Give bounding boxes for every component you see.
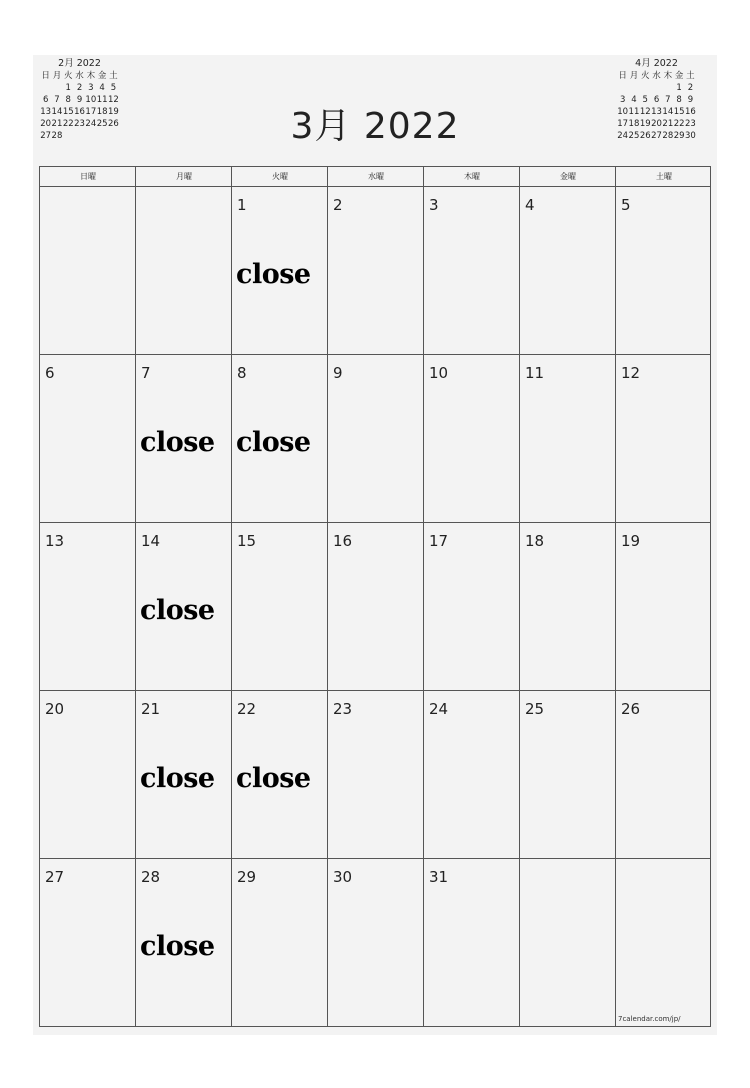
mini-weekday-row bbox=[40, 70, 119, 82]
mini-weekday: 月 bbox=[629, 71, 639, 81]
day-cell[interactable] bbox=[40, 859, 136, 1027]
day-number: 1 bbox=[237, 196, 247, 214]
mini-day: 10 bbox=[617, 107, 629, 117]
mini-next-title: 4月 2022 bbox=[635, 58, 678, 69]
mini-day: 21 bbox=[662, 119, 674, 129]
mini-day: 23 bbox=[74, 119, 85, 129]
mini-day: 26 bbox=[108, 119, 119, 129]
mini-day: 25 bbox=[628, 131, 640, 141]
mini-weekday: 月 bbox=[52, 71, 62, 81]
weekday-header: 木曜 bbox=[464, 172, 480, 181]
mini-day: 7 bbox=[665, 95, 671, 105]
mini-day: 5 bbox=[110, 83, 117, 93]
mini-weekday: 日 bbox=[41, 71, 50, 81]
mini-day bbox=[640, 82, 651, 94]
closed-note: close bbox=[236, 427, 311, 458]
mini-weekday: 木 bbox=[663, 71, 673, 81]
mini-week-row bbox=[617, 94, 696, 106]
mini-day: 5 bbox=[642, 95, 648, 105]
mini-next-table bbox=[617, 70, 696, 142]
day-number: 27 bbox=[45, 868, 65, 886]
day-cell[interactable] bbox=[520, 187, 616, 355]
day-number: 9 bbox=[333, 364, 343, 382]
day-cell[interactable] bbox=[40, 523, 136, 691]
month-title: 3月 2022 bbox=[290, 106, 460, 147]
mini-day: 15 bbox=[62, 107, 74, 117]
closed-note: close bbox=[140, 595, 215, 626]
day-cell[interactable] bbox=[424, 187, 520, 355]
day-number: 7 bbox=[141, 364, 151, 382]
mini-day: 7 bbox=[54, 95, 60, 105]
mini-day: 20 bbox=[651, 119, 662, 129]
day-cell[interactable] bbox=[136, 691, 232, 859]
mini-weekday: 火 bbox=[63, 71, 73, 81]
day-number: 20 bbox=[45, 700, 65, 718]
day-cell[interactable] bbox=[328, 859, 424, 1027]
day-cell[interactable] bbox=[232, 523, 328, 691]
day-number: 24 bbox=[429, 700, 449, 718]
day-cell[interactable] bbox=[424, 355, 520, 523]
mini-week-row bbox=[617, 106, 696, 118]
day-cell[interactable] bbox=[328, 523, 424, 691]
closed-note: close bbox=[236, 259, 311, 290]
day-number: 8 bbox=[237, 364, 247, 382]
day-cell[interactable] bbox=[232, 355, 328, 523]
mini-week-row bbox=[617, 118, 696, 130]
mini-day: 10 bbox=[85, 95, 97, 105]
day-cell[interactable] bbox=[136, 355, 232, 523]
day-cell[interactable] bbox=[328, 355, 424, 523]
day-cell[interactable] bbox=[40, 691, 136, 859]
mini-weekday: 土 bbox=[686, 71, 695, 81]
closed-note: close bbox=[140, 763, 215, 794]
day-number: 15 bbox=[237, 532, 257, 550]
day-number: 13 bbox=[45, 532, 65, 550]
day-number: 22 bbox=[237, 700, 257, 718]
mini-day: 17 bbox=[617, 119, 629, 129]
mini-weekday: 金 bbox=[97, 71, 107, 81]
mini-day: 6 bbox=[653, 95, 660, 105]
day-cell[interactable] bbox=[136, 523, 232, 691]
day-number: 16 bbox=[333, 532, 353, 550]
mini-day: 18 bbox=[96, 107, 108, 117]
mini-day bbox=[40, 82, 51, 94]
mini-day bbox=[617, 82, 628, 94]
mini-week-row bbox=[617, 82, 696, 94]
day-number: 28 bbox=[141, 868, 161, 886]
day-number: 23 bbox=[333, 700, 353, 718]
day-number: 30 bbox=[333, 868, 353, 886]
mini-day: 26 bbox=[639, 131, 651, 141]
mini-day: 4 bbox=[631, 95, 637, 105]
mini-day: 13 bbox=[651, 107, 662, 117]
weekday-header: 月曜 bbox=[176, 172, 192, 181]
mini-day: 20 bbox=[40, 119, 52, 129]
mini-day: 13 bbox=[40, 107, 52, 117]
mini-day: 28 bbox=[51, 131, 63, 141]
day-number: 19 bbox=[621, 532, 641, 550]
day-cell[interactable] bbox=[520, 523, 616, 691]
day-cell[interactable] bbox=[424, 691, 520, 859]
mini-day: 4 bbox=[99, 83, 105, 93]
mini-day: 29 bbox=[673, 131, 685, 141]
mini-day: 2 bbox=[687, 83, 694, 93]
mini-day: 9 bbox=[687, 95, 694, 105]
month-grid bbox=[39, 166, 711, 1027]
day-number: 17 bbox=[429, 532, 449, 550]
mini-day: 2 bbox=[76, 83, 83, 93]
mini-prev-title: 2月 2022 bbox=[58, 58, 101, 69]
day-cell[interactable] bbox=[40, 187, 136, 355]
mini-day: 1 bbox=[65, 83, 71, 93]
mini-weekday: 水 bbox=[652, 71, 661, 81]
mini-day: 27 bbox=[651, 131, 662, 141]
weekday-header: 水曜 bbox=[368, 172, 384, 181]
day-number: 14 bbox=[141, 532, 161, 550]
mini-calendar-next bbox=[617, 58, 696, 142]
day-cell[interactable] bbox=[328, 691, 424, 859]
mini-day: 19 bbox=[108, 107, 119, 117]
day-number: 31 bbox=[429, 868, 449, 886]
mini-weekday-row bbox=[617, 70, 696, 82]
day-cell[interactable] bbox=[136, 859, 232, 1027]
day-number: 21 bbox=[141, 700, 161, 718]
day-cell[interactable] bbox=[616, 523, 712, 691]
mini-day: 16 bbox=[74, 107, 85, 117]
mini-day: 23 bbox=[685, 119, 696, 129]
mini-day: 22 bbox=[673, 119, 685, 129]
mini-day: 15 bbox=[673, 107, 685, 117]
mini-day: 21 bbox=[51, 119, 63, 129]
day-cell[interactable] bbox=[328, 187, 424, 355]
day-cell[interactable] bbox=[232, 859, 328, 1027]
mini-week-row bbox=[617, 130, 696, 142]
mini-day: 12 bbox=[639, 107, 651, 117]
mini-weekday: 水 bbox=[75, 71, 84, 81]
mini-day: 11 bbox=[96, 95, 108, 105]
mini-day: 22 bbox=[62, 119, 74, 129]
day-cell[interactable] bbox=[520, 859, 616, 1027]
mini-day: 9 bbox=[76, 95, 83, 105]
mini-day: 30 bbox=[685, 131, 696, 141]
mini-day: 18 bbox=[628, 119, 640, 129]
mini-day: 14 bbox=[662, 107, 674, 117]
weekday-header-row bbox=[40, 167, 710, 187]
day-number: 3 bbox=[429, 196, 439, 214]
mini-day: 16 bbox=[685, 107, 696, 117]
mini-weekday: 木 bbox=[86, 71, 96, 81]
day-number: 12 bbox=[621, 364, 641, 382]
day-cell[interactable] bbox=[424, 859, 520, 1027]
mini-day: 1 bbox=[676, 83, 682, 93]
day-number: 10 bbox=[429, 364, 449, 382]
mini-day: 25 bbox=[96, 119, 108, 129]
day-number: 29 bbox=[237, 868, 257, 886]
mini-day bbox=[628, 82, 639, 94]
day-number: 5 bbox=[621, 196, 631, 214]
mini-day: 6 bbox=[42, 95, 49, 105]
day-cell[interactable] bbox=[520, 691, 616, 859]
mini-day: 8 bbox=[65, 95, 71, 105]
site-credit: 7calendar.com/jp/ bbox=[618, 1015, 681, 1023]
mini-day: 24 bbox=[85, 119, 97, 129]
mini-weekday: 土 bbox=[109, 71, 118, 81]
closed-note: close bbox=[140, 427, 215, 458]
mini-day: 19 bbox=[639, 119, 651, 129]
mini-weekday: 金 bbox=[674, 71, 684, 81]
day-cell[interactable] bbox=[520, 355, 616, 523]
mini-day: 3 bbox=[88, 83, 94, 93]
day-cell[interactable] bbox=[40, 355, 136, 523]
day-cell[interactable] bbox=[424, 523, 520, 691]
day-cell[interactable] bbox=[616, 691, 712, 859]
mini-day bbox=[651, 82, 662, 94]
day-number: 4 bbox=[525, 196, 535, 214]
weekday-header: 土曜 bbox=[656, 172, 672, 181]
mini-day: 24 bbox=[617, 131, 629, 141]
weekday-header: 火曜 bbox=[272, 172, 288, 181]
mini-day: 14 bbox=[51, 107, 63, 117]
day-number: 2 bbox=[333, 196, 343, 214]
day-cell[interactable] bbox=[616, 859, 712, 1027]
mini-day bbox=[662, 82, 673, 94]
day-cell[interactable] bbox=[136, 187, 232, 355]
day-number: 25 bbox=[525, 700, 545, 718]
mini-day: 28 bbox=[662, 131, 674, 141]
mini-weekday: 火 bbox=[640, 71, 650, 81]
day-cell[interactable] bbox=[616, 187, 712, 355]
day-number: 6 bbox=[45, 364, 55, 382]
weekday-header: 金曜 bbox=[560, 172, 576, 181]
mini-day: 27 bbox=[40, 131, 52, 141]
weekday-header: 日曜 bbox=[80, 172, 96, 181]
mini-day: 11 bbox=[628, 107, 640, 117]
day-number: 11 bbox=[525, 364, 545, 382]
day-cell[interactable] bbox=[616, 355, 712, 523]
mini-day: 12 bbox=[108, 95, 119, 105]
mini-day: 17 bbox=[85, 107, 97, 117]
closed-note: close bbox=[140, 931, 215, 962]
mini-weekday: 日 bbox=[618, 71, 627, 81]
day-number: 18 bbox=[525, 532, 545, 550]
closed-note: close bbox=[236, 763, 311, 794]
mini-day: 8 bbox=[676, 95, 682, 105]
mini-week-row bbox=[40, 82, 119, 94]
mini-day: 3 bbox=[619, 95, 626, 105]
mini-day bbox=[51, 82, 62, 94]
day-number: 26 bbox=[621, 700, 641, 718]
day-cell[interactable] bbox=[232, 187, 328, 355]
day-cell[interactable] bbox=[232, 691, 328, 859]
